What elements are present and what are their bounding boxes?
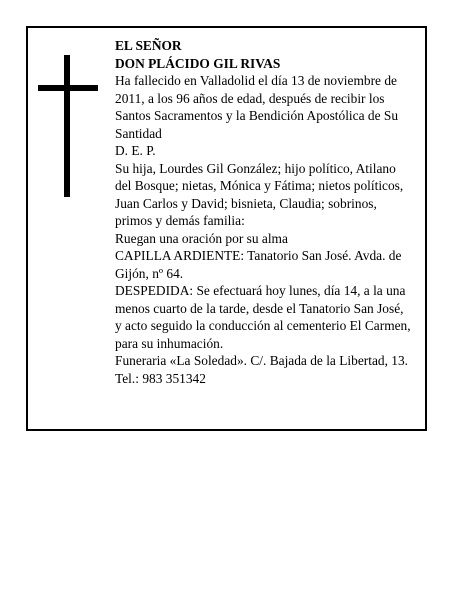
funeral-home-info: Funeraria «La Soledad». C/. Bajada de la Libertad, 13. Tel.: 983 351342 bbox=[115, 353, 409, 386]
heading-title: EL SEÑOR bbox=[115, 38, 182, 53]
chapel-info: CAPILLA ARDIENTE: Tanatorio San José. Avda. de Gijón, nº 64. bbox=[115, 248, 402, 281]
family-list: Su hija, Lourdes Gil González; hijo político, Atilano del Bosque; nietas, Mónica y Fátima; nietos políticos, Juan Carlos y David; bisnieta, Claudia; sobrinos, primos y demás familia: bbox=[115, 160, 404, 228]
obituary-text bbox=[115, 37, 413, 387]
death-statement: Ha fallecido en Valladolid el día 13 de noviembre de 2011, a los 96 años de edad, después de recibir los Santos Sacramentos y la Bendición Apostólica de Su Santidad bbox=[115, 73, 399, 141]
farewell-info: DESPEDIDA: Se efectuará hoy lunes, día 14, a la una menos cuarto de la tarde, desde el Tanatorio San José, y acto seguido la conducción al cementerio El Carmen, para su inhumación. bbox=[115, 283, 411, 351]
rip-line: D. E. P. bbox=[115, 143, 156, 158]
cross-vertical-bar bbox=[64, 55, 70, 197]
cross-horizontal-bar bbox=[38, 85, 98, 91]
deceased-name: DON PLÁCIDO GIL RIVAS bbox=[115, 55, 281, 71]
prayer-request: Ruegan una oración por su alma bbox=[115, 230, 288, 246]
latin-cross-icon bbox=[38, 55, 98, 197]
